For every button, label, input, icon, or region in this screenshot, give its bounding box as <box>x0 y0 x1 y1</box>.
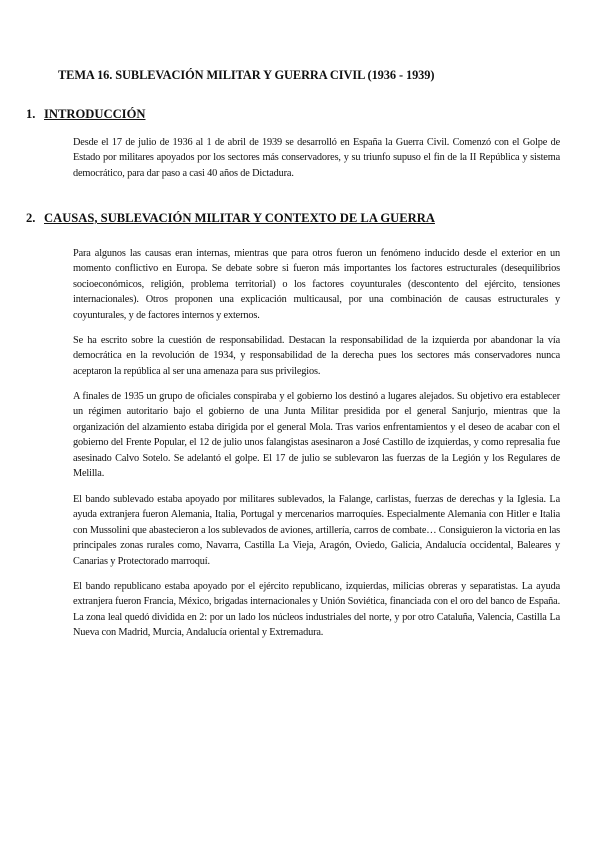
paragraph-responsabilidad: Se ha escrito sobre la cuestión de responsabilidad. Destacan la responsabilidad de la izquierda por abandonar la vía democrática en la revolución de 1934, y responsabilidad de la derecha pues los sectores más conservadores nunca aceptaron la república al ser una amenaza para sus privilegios. <box>73 335 560 377</box>
document-title: TEMA 16. SUBLEVACIÓN MILITAR Y GUERRA CIVIL (1936 - 1939) <box>58 68 435 82</box>
section-heading-text: INTRODUCCIÓN <box>44 107 146 121</box>
section-heading-causas <box>26 211 435 226</box>
paragraph-introduccion: Desde el 17 de julio de 1936 al 1 de abril de 1939 se desarrolló en España la Guerra Civil. Comenzó con el Golpe de Estado por militares apoyados por los sectores más conservadores, y su triunfo supuso el fin de la II República y sistema democrático, para dar paso a casi 40 años de Dictadura. <box>73 137 560 179</box>
section-number: 2. <box>26 211 36 225</box>
paragraph-sublevacion: A finales de 1935 un grupo de oficiales conspiraba y el gobierno los destinó a lugares alejados. Su objetivo era establecer un régimen autoritario bajo el gobierno de una Junta Militar presidida por el general Sanjurjo, mientras que la organización del alzamiento estaba dirigida por el general Mola. Tras varios enfrentamientos y el deseo de acabar con el gobierno del Frente Popular, el 12 de julio unos falangistas asesinaron a José Castillo de izquierdas, y como represalia fue asesinado Calvo Sotelo. Se adelantó el golpe. El 17 de julio se sublevaron las fuerzas de la Legión y los Regulares de Melilla. <box>73 391 560 480</box>
section-heading-introduccion <box>26 107 145 122</box>
section-heading-text: CAUSAS, SUBLEVACIÓN MILITAR Y CONTEXTO DE LA GUERRA <box>44 211 435 225</box>
section-number: 1. <box>26 107 36 121</box>
paragraph-bando-sublevado: El bando sublevado estaba apoyado por militares sublevados, la Falange, carlistas, fuerzas de derechas y la Iglesia. La ayuda extranjera fueron Alemania, Italia, Portugal y mercenarios marroquíes. Especialmente Alemania con Hitler e Italia con Mussolini que abastecieron a los sublevados de aviones, artillería, carros de combate… Consiguieron la victoria en las principales zonas rurales como, Navarra, Castilla La Vieja, Aragón, Oviedo, Galicia, Andalucía occidental, Baleares y Canarias y Protectorado marroquí. <box>73 494 560 567</box>
paragraph-bando-republicano: El bando republicano estaba apoyado por el ejército republicano, izquierdas, milicias obreras y separatistas. La ayuda extranjera fueron Francia, México, brigadas internacionales y Unión Soviética, financiada con el oro del banco de España. La zona leal quedó dividida en 2: por un lado los núcleos industriales del norte, y por otro Cataluña, Valencia, Castilla La Nueva con Madrid, Murcia, Andalucía oriental y Extremadura. <box>73 581 560 639</box>
paragraph-causas: Para algunos las causas eran internas, mientras que para otros fueron un fenómeno inducido desde el exterior en un momento conflictivo en Europa. Se debate sobre si fueron más importantes los factores estructurales (desequilibrios socioeconómicos, religión, problema territorial) o los factores coyunturales (descontento del ejército, tensiones internacionales). Otros proponen una explicación multicausal, por una combinación de causas estructurales y coyunturales, y de factores internos y externos. <box>73 248 560 321</box>
